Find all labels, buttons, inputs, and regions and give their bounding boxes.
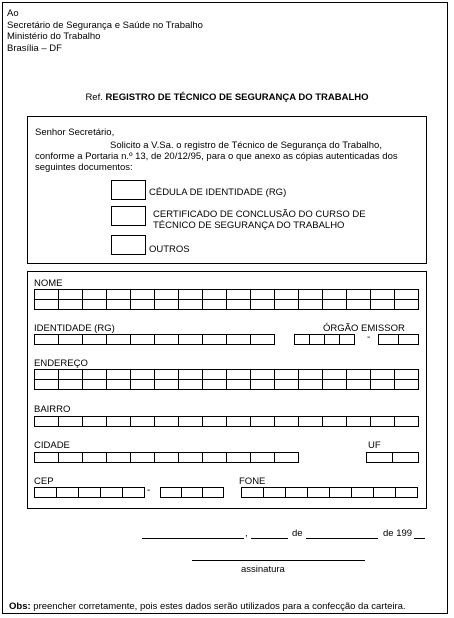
certificate-label: TÉCNICO DE SEGURANÇA DO TRABALHO	[153, 220, 345, 231]
cep-dash: -	[147, 485, 151, 496]
obs-label: Obs:	[9, 601, 31, 612]
reference-title	[0, 92, 454, 103]
salutation: Senhor Secretário,	[35, 127, 115, 138]
orgao-label: ÓRGÃO EMISSOR	[323, 323, 405, 334]
bairro-label: BAIRRO	[34, 404, 71, 415]
address-line: Ministério do Trabalho	[7, 31, 101, 42]
date-de1: de	[292, 528, 303, 539]
address-line: Brasília – DF	[7, 42, 62, 54]
rg-label: CÉDULA DE IDENTIDADE (RG)	[149, 187, 287, 198]
ref-title: REGISTRO DE TÉCNICO DE SEGURANÇA DO TRABALHO	[105, 92, 369, 103]
uf-label: UF	[368, 440, 381, 451]
others-label: OUTROS	[149, 244, 190, 255]
date-month-line[interactable]	[306, 538, 378, 539]
letter-line: conforme a Portaria n.º 13, de 20/12/95, para o que anexo as cópias autenticadas dos	[35, 151, 398, 162]
nome-cells[interactable]	[34, 299, 418, 310]
request-letter-box	[27, 116, 427, 264]
fone-cells[interactable]	[241, 487, 417, 498]
observation-note	[9, 601, 406, 612]
signature-label: assinatura	[241, 564, 285, 575]
cep-cells[interactable]	[34, 487, 144, 498]
address-block	[7, 8, 203, 54]
letter-line: seguintes documentos:	[35, 162, 133, 173]
uf-emissor-cells[interactable]	[378, 334, 418, 345]
uf-cells[interactable]	[366, 452, 418, 463]
cidade-cells[interactable]	[34, 452, 298, 463]
cep-suffix-cells[interactable]	[160, 487, 223, 498]
endereco-label: ENDEREÇO	[34, 358, 88, 369]
fone-label: FONE	[239, 476, 266, 487]
obs-text: preencher corretamente, pois estes dados serão utilizados para a confecção da carteira.	[30, 601, 406, 612]
cidade-label: CIDADE	[34, 440, 70, 451]
date-year-line[interactable]	[414, 538, 425, 539]
signature-line[interactable]	[192, 560, 365, 561]
others-checkbox[interactable]	[111, 235, 146, 255]
rg-checkbox[interactable]	[111, 180, 146, 200]
personal-data-box	[27, 271, 427, 509]
date-comma: ,	[245, 528, 248, 539]
orgao-cells[interactable]	[294, 334, 354, 345]
certificate-label: CERTIFICADO DE CONCLUSÃO DO CURSO DE	[153, 209, 366, 220]
identidade-cells[interactable]	[34, 334, 274, 345]
bairro-cells[interactable]	[34, 416, 418, 427]
ref-prefix: Ref.	[85, 92, 103, 103]
endereco-cells[interactable]	[34, 379, 418, 390]
address-line: Secretário de Segurança e Saúde no Trabalho	[7, 19, 203, 31]
date-day-line[interactable]	[251, 538, 288, 539]
cep-label: CEP	[34, 476, 54, 487]
address-line: Ao	[7, 8, 19, 19]
certificate-checkbox[interactable]	[111, 206, 146, 226]
date-place-line[interactable]	[142, 538, 244, 539]
nome-label: NOME	[34, 278, 63, 289]
orgao-dash: -	[367, 332, 371, 343]
letter-line: Solicito a V.Sa. o registro de Técnico de Segurança do Trabalho,	[110, 140, 382, 151]
date-de2: de 199	[383, 528, 413, 539]
identidade-label: IDENTIDADE (RG)	[34, 323, 115, 334]
